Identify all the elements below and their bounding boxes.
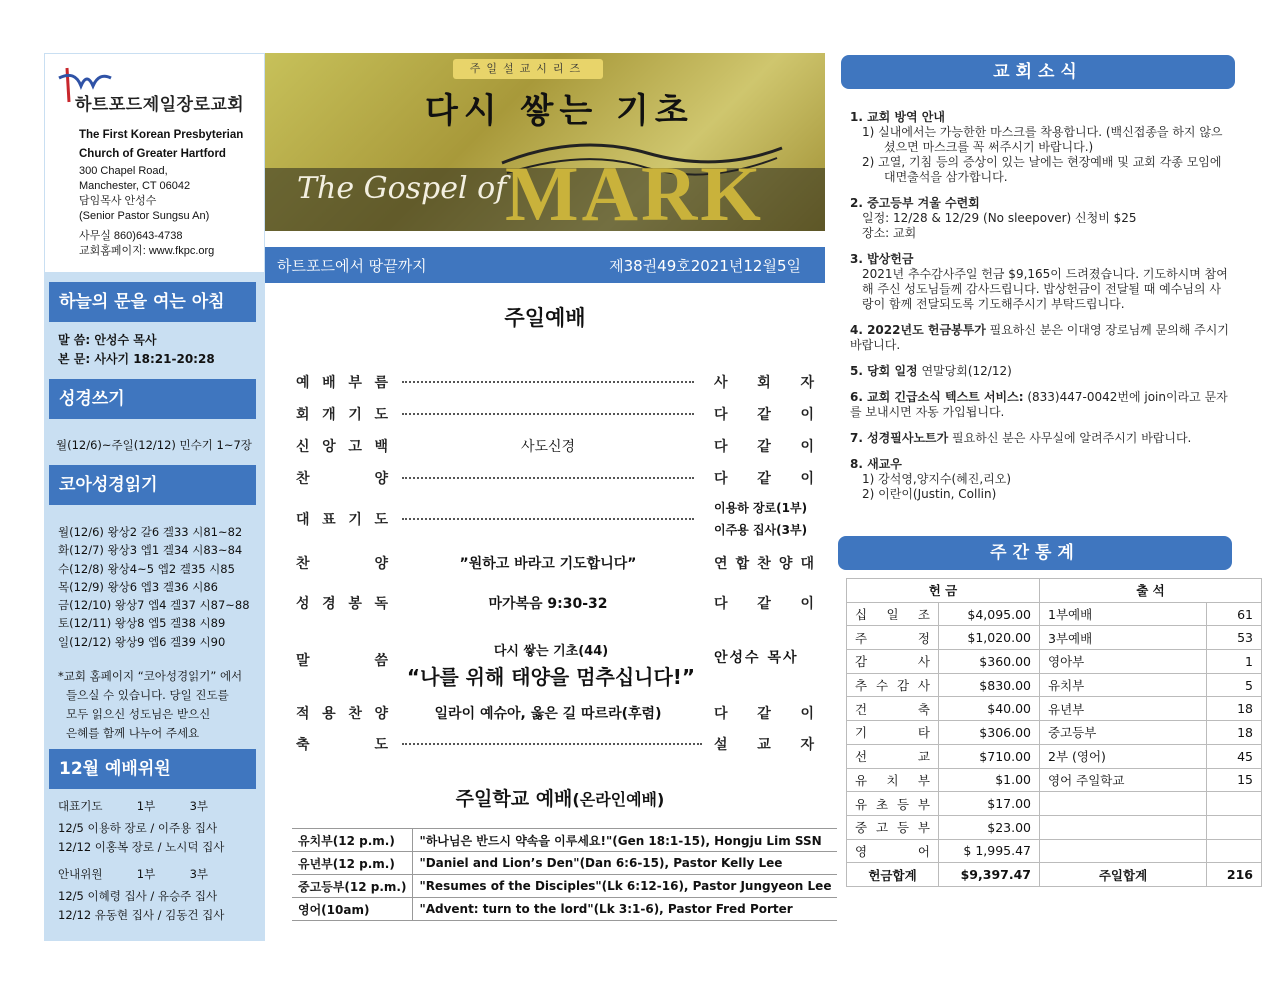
church-name-kr: 하트포드제일장로교회 [75, 95, 245, 115]
news-item: 8. 새교우 1) 강석영,양지수(혜진,리오) 2) 이란이(Justin, Collin) [850, 457, 1012, 501]
bible-write-text: 월(12/6)~주일(12/12) 민수기 1~7장 [56, 438, 252, 452]
sermon-header: 하늘의 문을 여는 아침 [49, 282, 256, 322]
news-item: 4. 2022년도 헌금봉투가 필요하신 분은 이대영 장로님께 문의해 주시기 바랍니다. [850, 323, 1229, 352]
issue-number: 제38권49호2021년12월5일 [609, 257, 801, 275]
school-table [292, 828, 837, 921]
table-row: 헌금합계 $9,397.47 주일합계 216 [847, 863, 1262, 887]
table-row: 영 어 $ 1,995.47 [847, 839, 1262, 863]
table-row: 감 사 $360.00 영아부 1 [847, 650, 1262, 674]
table-row: 십 일 조 $4,095.00 1부예배 61 [847, 602, 1262, 626]
worship-title: 주일예배 [504, 306, 586, 330]
news-list [850, 110, 1230, 513]
series-label: 주일설교시리즈 [453, 59, 603, 79]
table-row: 유 초 등 부 $17.00 [847, 792, 1262, 816]
table-row: 유 치 부 $1.00 영어 주일학교 15 [847, 768, 1262, 792]
core-read-note: *교회 홈페이지 “코아성경읽기” 에서 들으실 수 있습니다. 당일 진도를 모두 읽으신 성도님은 받으신 은혜를 함께 나누어 주세요 [58, 669, 243, 740]
news-item: 7. 성경필사노트가 필요하신 분은 사무실에 알려주시기 바랍니다. [850, 431, 1192, 445]
table-row: 중고등부(12 p.m.) "Resumes of the Disciples"(Lk 6:12-16), Pastor Jungyeon Lee [292, 875, 837, 898]
stats-header: 주간통계 [838, 536, 1232, 570]
usher-committee: 안내위원 1부 3부 12/5 이혜령 집사 / 유승주 집사 12/12 유동현 집사 / 김동건 집사 [58, 867, 225, 922]
news-header: 교회소식 [841, 55, 1235, 89]
core-read-header: 코아성경읽기 [49, 465, 256, 505]
table-row: 기 타 $306.00 중고등부 18 [847, 721, 1262, 745]
table-row: 헌 금 출 석 [847, 579, 1262, 603]
table-row: 추 수 감 사 $830.00 유치부 5 [847, 673, 1262, 697]
church-address: 300 Chapel Road, Manchester, CT 06042 담임목사 안성수 (Senior Pastor Sungsu An) [79, 165, 210, 222]
table-row: 중 고 등 부 $23.00 [847, 815, 1262, 839]
issue-bar [265, 247, 825, 283]
news-item: 5. 당회 일정 연말당회(12/12) [850, 364, 1012, 378]
stats-table [846, 578, 1262, 887]
left-sidebar [44, 53, 265, 941]
news-item: 3. 밥상헌금 2021년 추수감사주일 헌금 $9,165이 드려졌습니다. 기도하시며 참여해 주신 성도님들께 감사드립니다. 밥상헌금이 전달될 때 예수님의 사랑이 함께 전달되도록 기도해주시기 부탁드립니다. [850, 252, 1228, 311]
gospel-of-text: The Gospel of [297, 171, 507, 206]
prayer-committee: 대표기도 1부 3부 12/5 이용하 장로 / 이주용 집사 12/12 이홍복 장로 / 노시덕 집사 [58, 799, 225, 854]
series-title: 다시 쌓는 기초 [425, 91, 694, 131]
committee-header: 12월 예배위원 [49, 749, 256, 789]
sermon-info: 말 씀: 안성수 목사 본 문: 사사기 18:21-20:28 [58, 333, 215, 366]
core-read-list: 월(12/6) 왕상2 갈6 겔33 시81~82 화(12/7) 왕상3 엡1 겔34 시83~84 수(12/8) 왕상4~5 엡2 겔35 시85 목(12/9) 왕상6 엡3 겔36 시86 금(12/10) 왕상7 엡4 겔37 시87~88 토(12/11) 왕상8 엡5 겔38 시89 일(12/12) 왕상9 엡6 겔39 시90 [58, 525, 250, 649]
news-item: 1. 교회 방역 안내 1) 실내에서는 가능한한 마스크를 착용합니다. (백신접종을 하지 않으셨으면 마스크를 꼭 써주시기 바랍니다.) 2) 고열, 기침 등의 증상이 있는 날에는 현장예배 및 교회 각종 모임에 대면출석을 삼가합니다. [850, 110, 1223, 184]
motto: 하트포드에서 땅끝까지 [277, 257, 427, 275]
news-item: 6. 교회 긴급소식 텍스트 서비스: (833)447-0042번에 join이라고 문자를 보내시면 자동 가입됩니다. [850, 390, 1228, 419]
church-info [44, 53, 265, 273]
sermon-series-banner [265, 53, 825, 231]
school-title: 주일학교 예배(온라인예배) [455, 788, 665, 810]
table-row: 선 교 $710.00 2부 (영어) 45 [847, 744, 1262, 768]
table-row: 유년부(12 p.m.) "Daniel and Lion’s Den"(Dan 6:6-15), Pastor Kelly Lee [292, 852, 837, 875]
table-row: 건 축 $40.00 유년부 18 [847, 697, 1262, 721]
church-contact: 사무실 860)643-4738 교회홈페이지: www.fkpc.org [79, 230, 215, 257]
table-row: 영어(10am) "Advent: turn to the lord"(Lk 3:1-6), Pastor Fred Porter [292, 898, 837, 921]
bible-write-header: 성경쓰기 [49, 379, 256, 419]
news-item: 2. 중고등부 겨울 수련회 일정: 12/28 & 12/29 (No sleepover) 신청비 $25 장소: 교회 [850, 196, 1137, 240]
table-row: 유치부(12 p.m.) "하나님은 반드시 약속을 이루세요!"(Gen 18:1-15), Hongju Lim SSN [292, 829, 837, 852]
mark-text: MARK [505, 150, 764, 231]
table-row: 주 정 $1,020.00 3부예배 53 [847, 626, 1262, 650]
church-name-en: The First Korean Presbyterian Church of Greater Hartford [79, 129, 244, 160]
